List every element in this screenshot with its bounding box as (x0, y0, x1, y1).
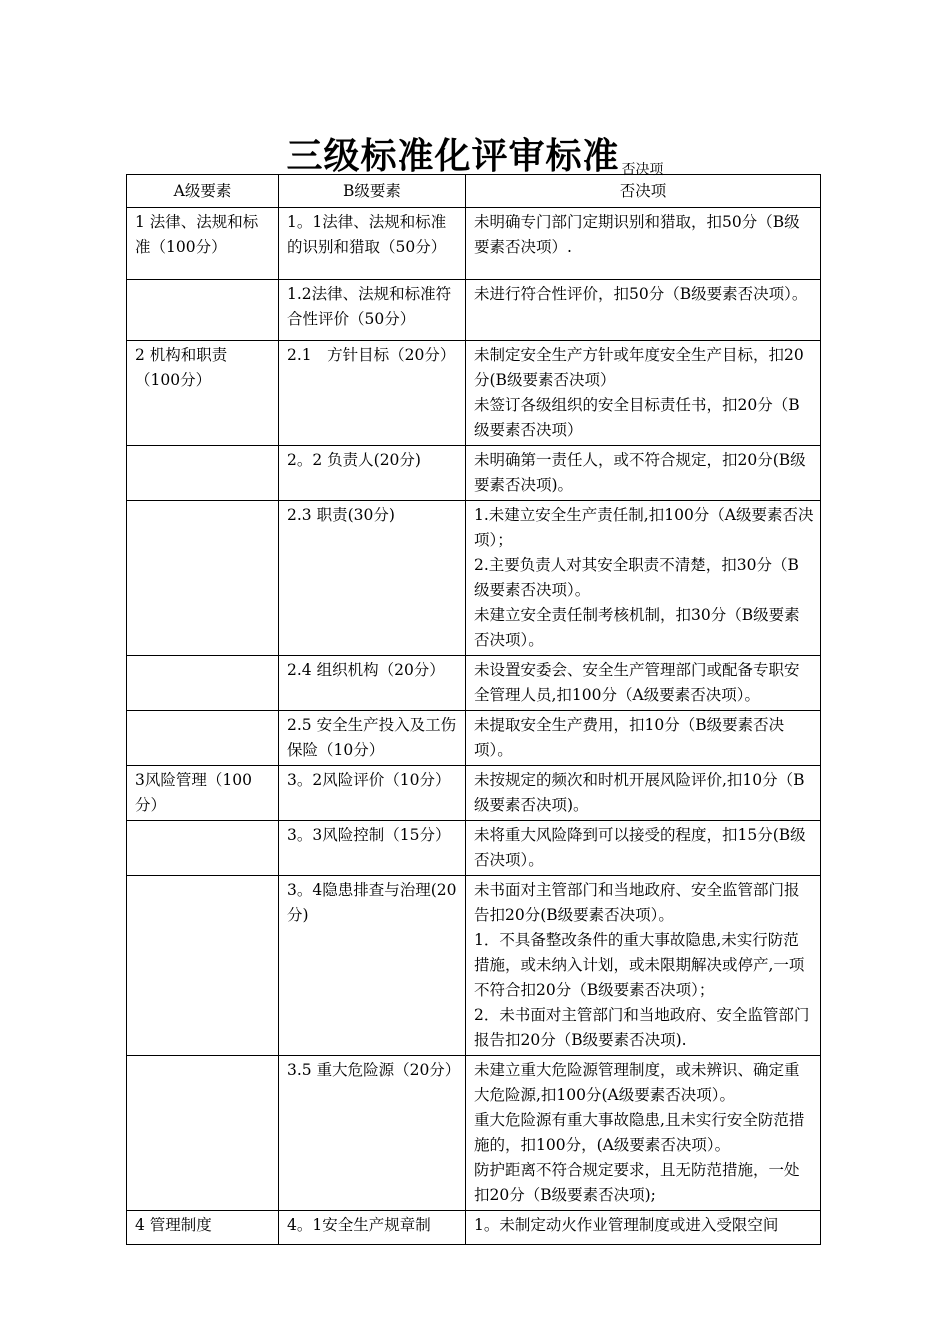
veto-item: 2.主要负责人对其安全职责不清楚，扣30分（B级要素否决项）。 (474, 556, 799, 599)
title-sub: 否决项 (621, 162, 664, 178)
document-title (0, 128, 950, 179)
veto-item: 未建立安全责任制考核机制，扣30分（B级要素否决项）。 (474, 606, 800, 649)
table-row (127, 821, 821, 876)
veto-item: 重大危险源有重大事故隐患,且未实行安全防范措施的，扣100分，(A级要素否决项）。 (474, 1111, 805, 1154)
cell-a-element (127, 280, 279, 341)
veto-item: 未制定安全生产方针或年度安全生产目标，扣20分(B级要素否决项） (474, 346, 804, 389)
header-veto: 否决项 (466, 175, 821, 208)
table-row (127, 341, 821, 446)
veto-item: 2．未书面对主管部门和当地政府、安全监管部门报告扣20分（B级要素否决项). (474, 1006, 810, 1049)
cell-b-element: 4。1安全生产规章制 (279, 1211, 466, 1245)
cell-veto (466, 711, 821, 766)
cell-b-element: 2。2 负责人(20分) (279, 446, 466, 501)
veto-item: 未设置安委会、安全生产管理部门或配备专职安全管理人员,扣100分（A级要素否决项）。 (474, 661, 800, 704)
cell-b-element: 3。4隐患排查与治理(20分) (279, 876, 466, 1056)
title-main: 三级标准化评审标准 (286, 136, 620, 177)
veto-item: 未明确专门部门定期识别和猎取，扣50分（B级要素否决项）. (474, 213, 800, 256)
veto-item: 未书面对主管部门和当地政府、安全监管部门报告扣20分(B级要素否决项）。 (474, 881, 800, 924)
cell-veto (466, 656, 821, 711)
standards-table (126, 174, 821, 1245)
cell-a-element (127, 501, 279, 656)
cell-a-element: 2 机构和职责（100分） (127, 341, 279, 446)
cell-a-element (127, 1056, 279, 1211)
cell-veto (466, 1211, 821, 1245)
table-row (127, 208, 821, 280)
cell-b-element: 2.1 方针目标（20分） (279, 341, 466, 446)
veto-item: 未建立重大危险源管理制度，或未辨识、确定重大危险源,扣100分(A级要素否决项）。 (474, 1061, 800, 1104)
cell-veto (466, 501, 821, 656)
cell-veto (466, 1056, 821, 1211)
table-row (127, 656, 821, 711)
veto-item: 未明确第一责任人，或不符合规定，扣20分(B级要素否决项)。 (474, 451, 806, 494)
cell-a-element: 1 法律、法规和标准（100分） (127, 208, 279, 280)
cell-a-element (127, 876, 279, 1056)
cell-veto (466, 208, 821, 280)
cell-b-element: 1。1法律、法规和标准的识别和猎取（50分） (279, 208, 466, 280)
table-row (127, 1211, 821, 1245)
veto-item: 未提取安全生产费用，扣10分（B级要素否决项）。 (474, 716, 785, 759)
cell-a-element (127, 656, 279, 711)
veto-item: 未按规定的频次和时机开展风险评价,扣10分（B级要素否决项)。 (474, 771, 805, 814)
veto-item: 1。未制定动火作业管理制度或进入受限空间 (474, 1216, 779, 1234)
cell-veto (466, 446, 821, 501)
veto-item: 1.未建立安全生产责任制,扣100分（A级要素否决项）； (474, 506, 814, 549)
veto-item: 未进行符合性评价，扣50分（B级要素否决项）。 (474, 285, 808, 303)
table-row (127, 501, 821, 656)
veto-item: 防护距离不符合规定要求，且无防范措施，一处扣20分（B级要素否决项); (474, 1161, 800, 1204)
cell-a-element: 4 管理制度 (127, 1211, 279, 1245)
cell-veto (466, 821, 821, 876)
cell-b-element: 1.2法律、法规和标准符合性评价（50分） (279, 280, 466, 341)
table-row (127, 766, 821, 821)
cell-a-element (127, 821, 279, 876)
cell-b-element: 2.5 安全生产投入及工伤保险（10分） (279, 711, 466, 766)
cell-b-element: 2.4 组织机构（20分） (279, 656, 466, 711)
header-a-element: A级要素 (127, 175, 279, 208)
table-row (127, 446, 821, 501)
cell-a-element: 3风险管理（100分） (127, 766, 279, 821)
table-row (127, 1056, 821, 1211)
table-row (127, 876, 821, 1056)
table-row (127, 280, 821, 341)
cell-veto (466, 766, 821, 821)
header-b-element: B级要素 (279, 175, 466, 208)
cell-b-element: 3。2风险评价（10分） (279, 766, 466, 821)
veto-item: 1．不具备整改条件的重大事故隐患,未实行防范措施，或未纳入计划，或未限期解决或停产,一项不符合扣20分（B级要素否决项）； (474, 931, 805, 999)
cell-b-element: 3。3风险控制（15分） (279, 821, 466, 876)
table-row (127, 711, 821, 766)
veto-item: 未签订各级组织的安全目标责任书，扣20分（B级要素否决项） (474, 396, 800, 439)
veto-item: 未将重大风险降到可以接受的程度，扣15分(B级否决项）。 (474, 826, 806, 869)
cell-b-element: 2.3 职责(30分) (279, 501, 466, 656)
cell-a-element (127, 711, 279, 766)
cell-veto (466, 341, 821, 446)
cell-veto (466, 280, 821, 341)
cell-b-element: 3.5 重大危险源（20分） (279, 1056, 466, 1211)
table-header-row (127, 175, 821, 208)
cell-veto (466, 876, 821, 1056)
cell-a-element (127, 446, 279, 501)
